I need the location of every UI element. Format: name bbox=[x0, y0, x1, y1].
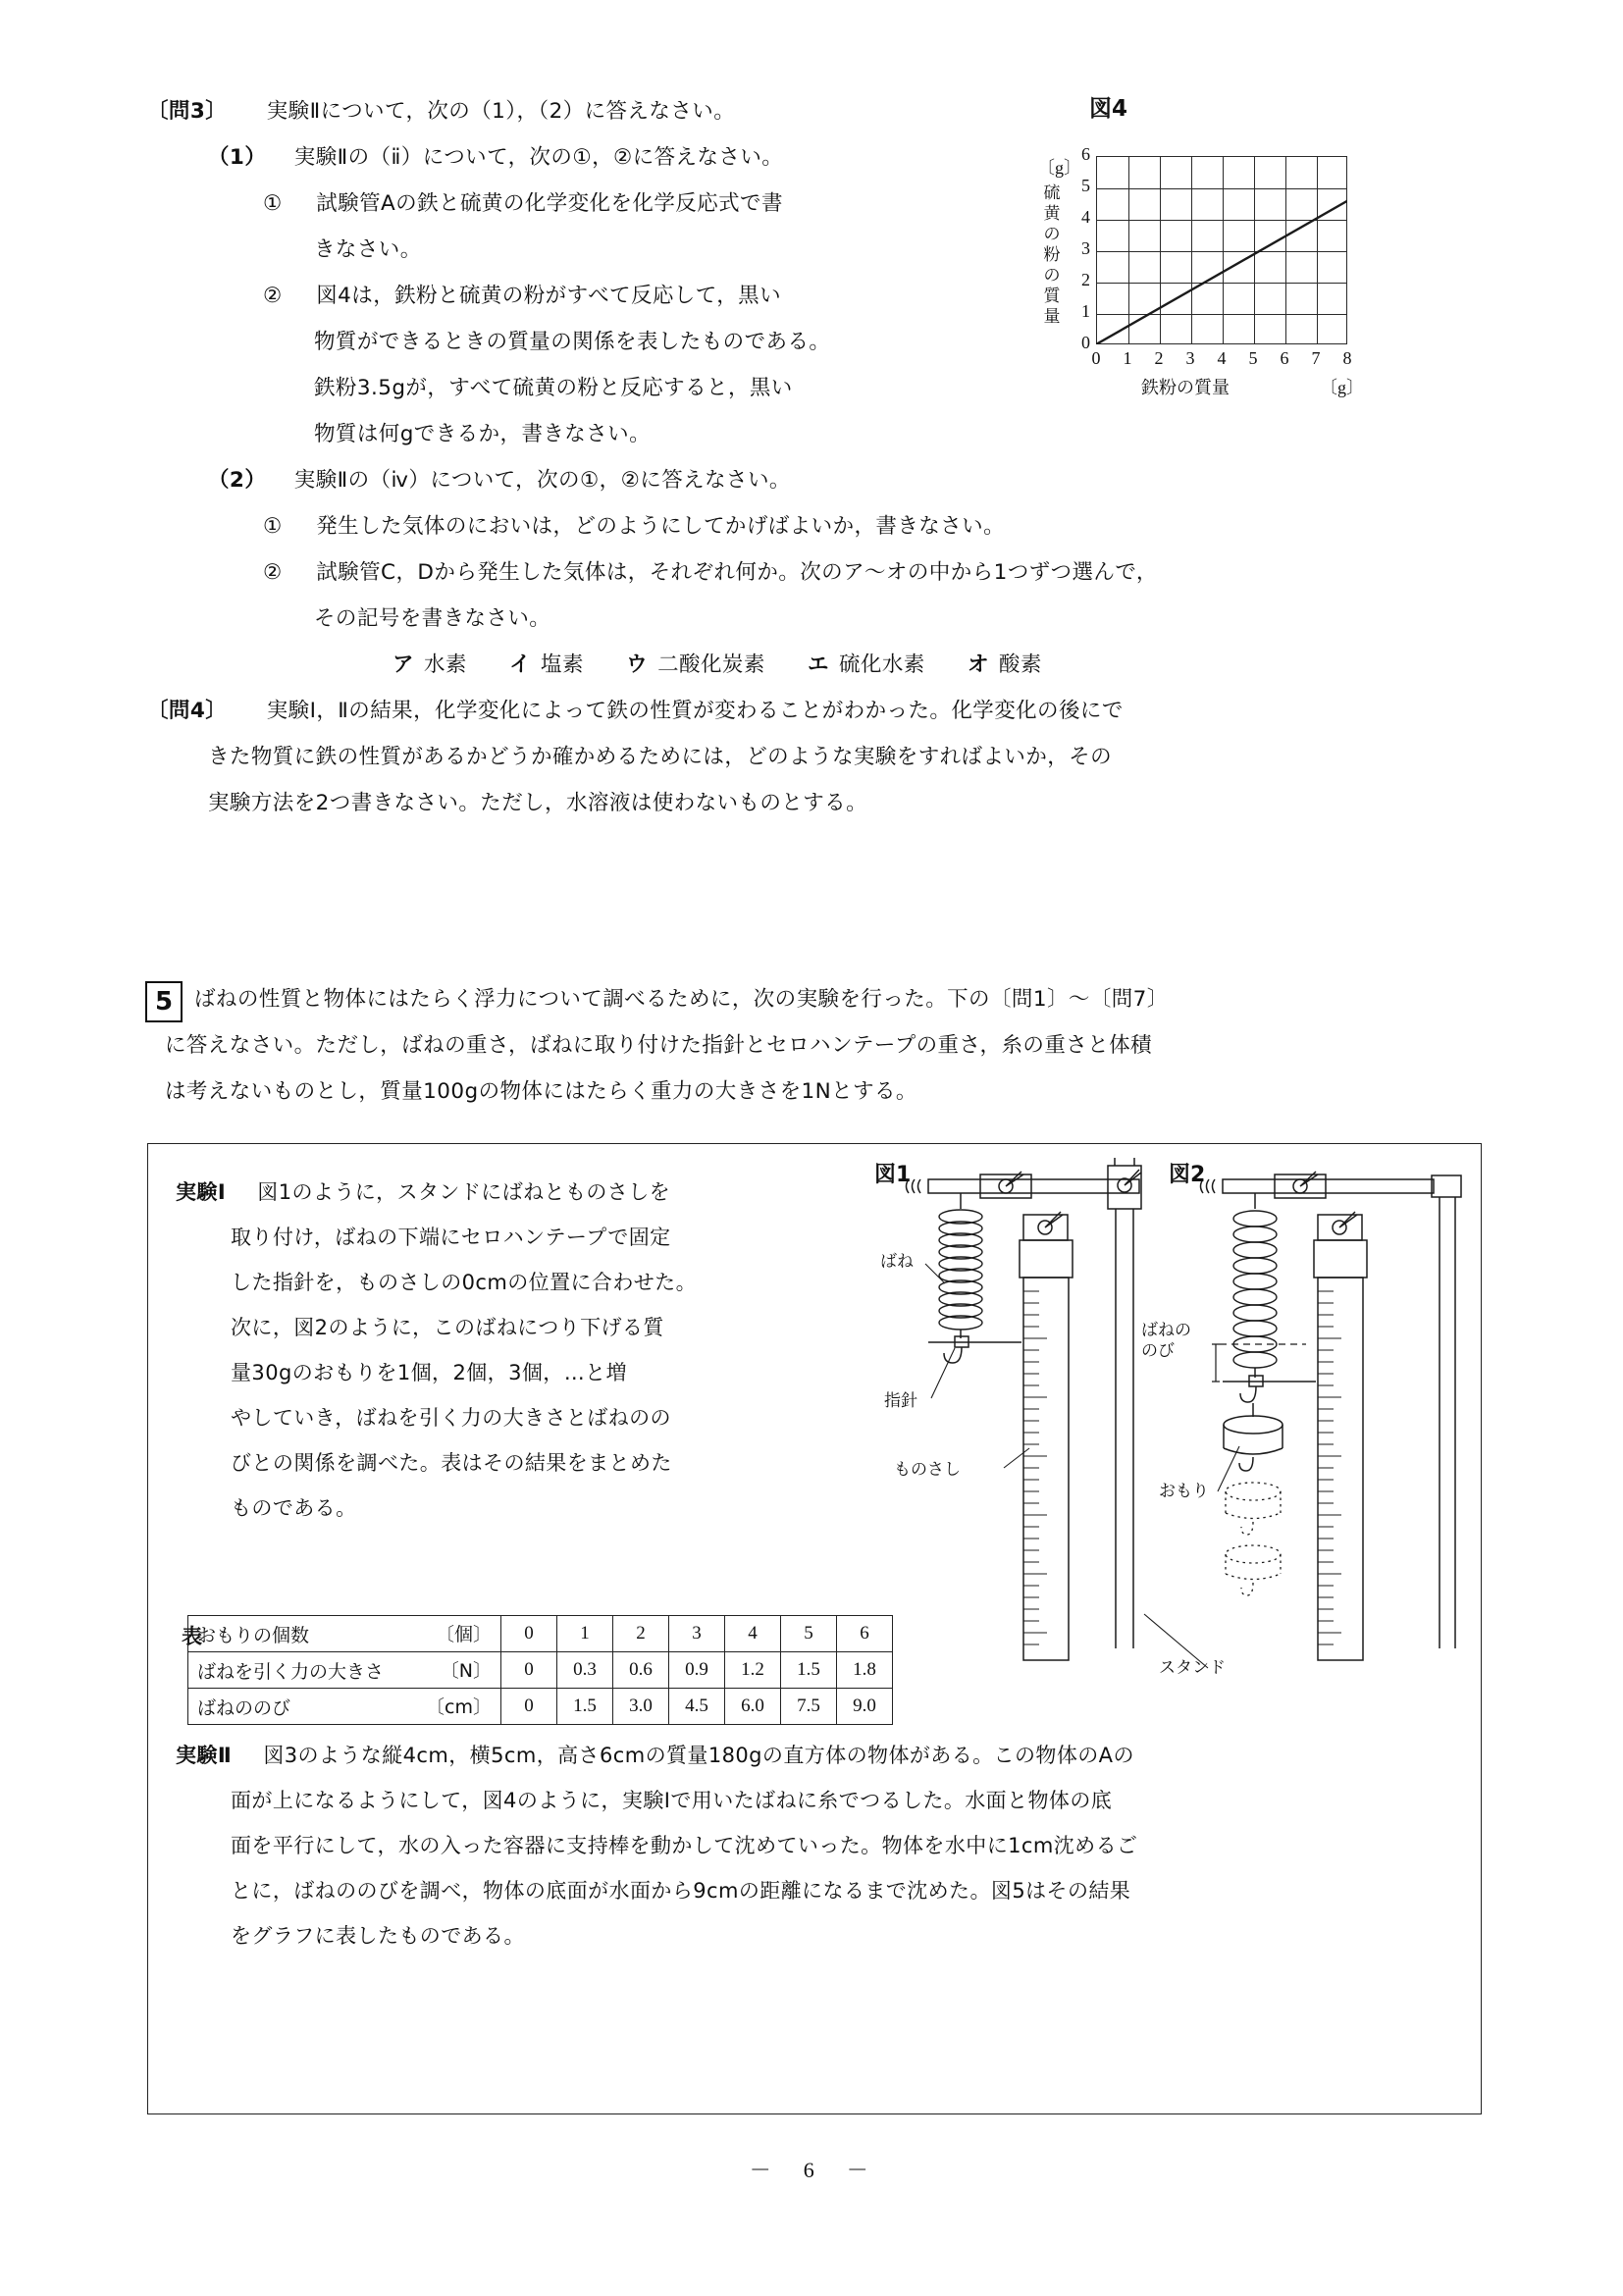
cell-r1c2: 0.6 bbox=[613, 1652, 669, 1689]
chart-data-line bbox=[1096, 156, 1347, 344]
cell-r2c1: 1.5 bbox=[557, 1689, 613, 1725]
cell-r2c0: 0 bbox=[501, 1689, 557, 1725]
x-tick-7: 7 bbox=[1311, 348, 1321, 368]
experiment-2-text bbox=[176, 1733, 1451, 1958]
x-axis-unit: 〔g〕 bbox=[1320, 378, 1364, 397]
cell-r2c3: 4.5 bbox=[669, 1689, 725, 1725]
q3-sub1-label: （1） bbox=[208, 145, 267, 170]
q3-sub2-lead: 実験Ⅱの（ⅳ）について，次の①，②に答えなさい。 bbox=[293, 468, 791, 493]
choice-b bbox=[509, 652, 591, 677]
sub2-item1-text: 発生した気体のにおいは，どのようにしてかげばよいか，書きなさい。 bbox=[316, 514, 1006, 539]
cell-r0c4: 4 bbox=[725, 1616, 781, 1652]
figure-4-title: 図4 bbox=[1089, 96, 1128, 122]
choice-e-marker: オ bbox=[967, 652, 989, 677]
x-tick-3: 3 bbox=[1185, 348, 1195, 368]
experiment-1-line1 bbox=[176, 1170, 853, 1215]
y-tick-0: 0 bbox=[1081, 333, 1090, 352]
figure-1-caption: 図1 bbox=[874, 1163, 912, 1187]
cell-r1c0: 0 bbox=[501, 1652, 557, 1689]
q4-line3 bbox=[208, 780, 1482, 826]
section-5-line2: に答えなさい。ただし，ばねの重さ，ばねに取り付けた指針とセロハンテープの重さ，糸の重さと体積 bbox=[165, 1033, 1152, 1058]
item-marker-4: ② bbox=[263, 560, 283, 585]
cell-r0c1: 1 bbox=[557, 1616, 613, 1652]
choice-c-text: 二酸化炭素 bbox=[657, 652, 765, 677]
item2-text-line1: 図4は，鉄粉と硫黄の粉がすべて反応して，黒い bbox=[316, 284, 782, 308]
sub2-item2-text-line2: その記号を書きなさい。 bbox=[314, 606, 551, 631]
experiment-box bbox=[147, 1143, 1482, 2114]
item2-text-line4: 物質は何gできるか，書きなさい。 bbox=[314, 422, 652, 446]
table-row-header-0 bbox=[188, 1616, 501, 1652]
label-extension-line2: のび bbox=[1141, 1341, 1175, 1361]
row-header-text-1: ばねを引く力の大きさ bbox=[197, 1660, 385, 1683]
choice-c bbox=[626, 652, 772, 677]
choice-d bbox=[808, 652, 932, 677]
table-row bbox=[188, 1652, 893, 1689]
cell-r2c2: 3.0 bbox=[613, 1689, 669, 1725]
experiment-1-text bbox=[176, 1170, 853, 1531]
x-axis-label: 鉄粉の質量 bbox=[1141, 378, 1230, 398]
label-extension-line1: ばねの bbox=[1141, 1321, 1191, 1340]
x-tick-5: 5 bbox=[1248, 348, 1258, 368]
experiment-1-line5: 量30gのおもりを1個，2個，3個，…と増 bbox=[231, 1361, 627, 1384]
choice-a-marker: ア bbox=[393, 652, 414, 677]
y-tick-5: 5 bbox=[1081, 176, 1090, 195]
q4-line2 bbox=[208, 734, 1482, 780]
item1-text-line2: きなさい。 bbox=[314, 237, 422, 262]
item-marker-1: ① bbox=[263, 191, 283, 216]
choice-b-marker: イ bbox=[509, 652, 532, 677]
experiment-1-body-line1: 図1のように，スタンドにばねとものさしを bbox=[257, 1180, 671, 1204]
experiment-1-line2: 取り付け，ばねの下端にセロハンテープで固定 bbox=[231, 1226, 671, 1249]
experiment-1-line3: した指針を，ものさしの0cmの位置に合わせた。 bbox=[231, 1271, 698, 1294]
cell-r1c3: 0.9 bbox=[669, 1652, 725, 1689]
label-ruler: ものさし bbox=[894, 1460, 961, 1480]
q4-text-line3: 実験方法を2つ書きなさい。ただし，水溶液は使わないものとする。 bbox=[208, 791, 868, 815]
experiment-2-body-line1: 図3のような縦4cm，横5cm，高さ6cmの質量180gの直方体の物体がある。この物体のAの bbox=[263, 1744, 1134, 1767]
sub2-item2-text-line1: 試験管C，Dから発生した気体は，それぞれ何か。次のア～オの中から1つずつ選んで， bbox=[316, 560, 1158, 585]
x-tick-4: 4 bbox=[1217, 348, 1227, 368]
choice-a-text: 水素 bbox=[423, 652, 467, 677]
table-row-header-1 bbox=[188, 1652, 501, 1689]
item-marker-3: ① bbox=[263, 514, 283, 539]
row-unit-0: 〔個〕 bbox=[435, 1624, 492, 1645]
q3-sub1-lead: 実験Ⅱの（ⅱ）について，次の①，②に答えなさい。 bbox=[293, 145, 784, 170]
experiment-2-line3: 面を平行にして，水の入った容器に支持棒を動かして沈めていった。物体を水中に1cm沈めるご bbox=[231, 1834, 1138, 1857]
figure-4-chart bbox=[1035, 90, 1457, 398]
choice-e-text: 酸素 bbox=[998, 652, 1042, 677]
cell-r1c4: 1.2 bbox=[725, 1652, 781, 1689]
q4-label: 〔問4〕 bbox=[147, 699, 228, 723]
q3-sub2-item2-line2 bbox=[314, 596, 1482, 642]
label-stand: スタンド bbox=[1159, 1658, 1226, 1678]
cell-r1c5: 1.5 bbox=[781, 1652, 837, 1689]
y-axis-label: 硫 黄 の 粉 の 質 量 bbox=[1043, 183, 1061, 327]
answer-choices bbox=[393, 642, 1482, 688]
item-marker-2: ② bbox=[263, 284, 283, 308]
experiment-1-line7: びとの関係を調べた。表はその結果をまとめた bbox=[231, 1451, 672, 1475]
experiment-2-line2: 面が上になるようにして，図4のように，実験Ⅰで用いたばねに糸でつるした。水面と物体の底 bbox=[231, 1789, 1113, 1812]
q4-heading bbox=[147, 688, 1482, 734]
table-label: 表 bbox=[182, 1625, 202, 1648]
q3-label: 〔問3〕 bbox=[147, 99, 228, 124]
experiment-2-label: 実験Ⅱ bbox=[176, 1744, 233, 1767]
q3-sub2-item2-line1 bbox=[263, 549, 1482, 596]
item1-text-line1: 試験管Aの鉄と硫黄の化学変化を化学反応式で書 bbox=[316, 191, 783, 216]
figure-2-caption: 図2 bbox=[1169, 1163, 1206, 1187]
row-unit-2: 〔cm〕 bbox=[426, 1696, 492, 1718]
x-tick-1: 1 bbox=[1123, 348, 1132, 368]
x-tick-8: 8 bbox=[1342, 348, 1352, 368]
x-tick-2: 2 bbox=[1154, 348, 1164, 368]
row-unit-1: 〔N〕 bbox=[440, 1660, 492, 1682]
cell-r2c4: 6.0 bbox=[725, 1689, 781, 1725]
q3-sub1-item2-line4 bbox=[314, 411, 1482, 457]
cell-r2c5: 7.5 bbox=[781, 1689, 837, 1725]
item2-text-line2: 物質ができるときの質量の関係を表したものである。 bbox=[314, 330, 831, 354]
item2-text-line3: 鉄粉3.5gが，すべて硫黄の粉と反応すると，黒い bbox=[314, 376, 793, 400]
table-row bbox=[188, 1616, 893, 1652]
choice-e bbox=[968, 652, 1042, 677]
q3-sub2-label: （2） bbox=[208, 468, 267, 493]
section-5-line3: は考えないものとし，質量100gの物体にはたらく重力の大きさを1Nとする。 bbox=[165, 1079, 917, 1104]
experiment-1-line6: やしていき，ばねを引く力の大きさとばねのの bbox=[231, 1406, 671, 1430]
cell-r0c3: 3 bbox=[669, 1616, 725, 1652]
q3-sub2-heading bbox=[208, 457, 1482, 503]
cell-r0c5: 5 bbox=[781, 1616, 837, 1652]
row-header-text-0: おもりの個数 bbox=[197, 1624, 310, 1646]
q3-lead: 実験Ⅱについて，次の（1），（2）に答えなさい。 bbox=[266, 99, 736, 124]
y-tick-3: 3 bbox=[1081, 238, 1090, 258]
choice-a bbox=[393, 652, 474, 677]
experiment-2-line5: をグラフに表したものである。 bbox=[231, 1924, 525, 1948]
page-number: － 6 － bbox=[749, 2158, 874, 2182]
label-pointer: 指針 bbox=[884, 1391, 917, 1411]
section-5-line1: ばねの性質と物体にはたらく浮力について調べるために，次の実験を行った。下の〔問1〕～〔問7〕 bbox=[194, 987, 1169, 1012]
q4-text-line1: 実験Ⅰ，Ⅱの結果，化学変化によって鉄の性質が変わることがわかった。化学変化の後にで bbox=[266, 699, 1124, 723]
label-spring: ばね bbox=[880, 1252, 914, 1272]
choice-d-marker: エ bbox=[808, 652, 829, 677]
table-row-header-2 bbox=[188, 1689, 501, 1725]
choice-d-text: 硫化水素 bbox=[838, 652, 925, 677]
y-tick-4: 4 bbox=[1081, 207, 1090, 227]
experiment-1-label: 実験Ⅰ bbox=[176, 1180, 227, 1204]
cell-r0c2: 2 bbox=[613, 1616, 669, 1652]
cell-r0c0: 0 bbox=[501, 1616, 557, 1652]
results-table bbox=[187, 1615, 893, 1725]
experiment-2-line1 bbox=[176, 1733, 1451, 1778]
cell-r2c6: 9.0 bbox=[837, 1689, 893, 1725]
q3-sub2-item1 bbox=[263, 503, 1482, 549]
choice-c-marker: ウ bbox=[626, 652, 649, 677]
experiment-2-line4: とに，ばねののびを調べ，物体の底面が水面から9cmの距離になるまで沈めた。図5はその結果 bbox=[231, 1879, 1131, 1903]
cell-r1c1: 0.3 bbox=[557, 1652, 613, 1689]
x-tick-6: 6 bbox=[1280, 348, 1289, 368]
apparatus-diagram bbox=[874, 1158, 1463, 1707]
y-tick-6: 6 bbox=[1081, 144, 1090, 164]
cell-r1c6: 1.8 bbox=[837, 1652, 893, 1689]
q4-text-line2: きた物質に鉄の性質があるかどうか確かめるためには，どのような実験をすればよいか，その bbox=[208, 745, 1113, 769]
choice-b-text: 塩素 bbox=[541, 652, 584, 677]
y-tick-2: 2 bbox=[1081, 270, 1090, 289]
experiment-1-line8: ものである。 bbox=[231, 1496, 357, 1520]
table-row bbox=[188, 1689, 893, 1725]
cell-r0c6: 6 bbox=[837, 1616, 893, 1652]
section-5-number: 5 bbox=[145, 981, 183, 1022]
apparatus-svg bbox=[874, 1158, 1463, 1707]
y-tick-1: 1 bbox=[1081, 301, 1090, 321]
label-weight: おもり bbox=[1159, 1482, 1209, 1501]
x-tick-0: 0 bbox=[1091, 348, 1101, 368]
section-5-intro bbox=[165, 976, 1485, 1115]
label-spring-extension bbox=[1141, 1321, 1191, 1362]
row-header-text-2: ばねののび bbox=[197, 1696, 291, 1719]
chart-body bbox=[1035, 129, 1447, 398]
y-axis-unit: 〔g〕 bbox=[1037, 158, 1081, 178]
experiment-1-line4: 次に，図2のように，このばねにつり下げる質 bbox=[231, 1316, 664, 1339]
